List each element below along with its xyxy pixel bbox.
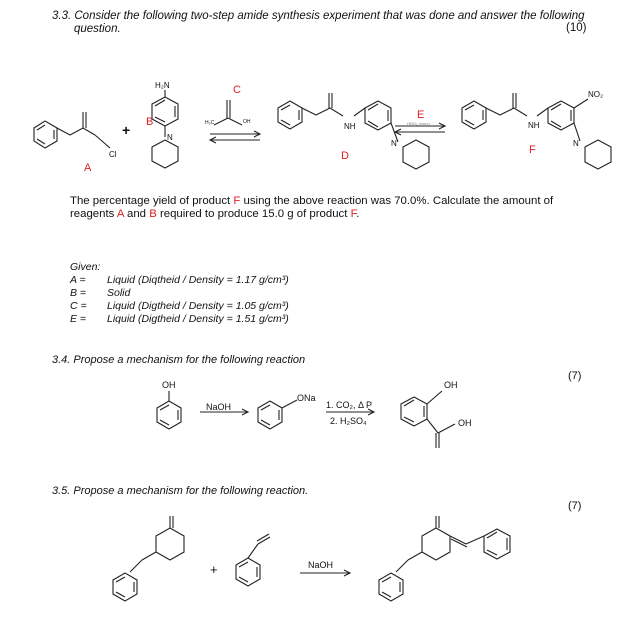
n-atom-b: N (167, 133, 173, 142)
yield-paragraph-line1 (70, 195, 553, 208)
paragraph-text: . (356, 208, 360, 220)
chain-a (57, 128, 95, 135)
naoh-reagent-34: NaOH (206, 402, 232, 412)
cl-atom: Cl (109, 150, 117, 159)
condition-step-1: 1. CO₂, Δ P (326, 400, 373, 410)
e-reagent: HNO₃ (conc) (407, 121, 430, 126)
oh-label-acid: OH (458, 418, 472, 428)
cyclohexanone-ring-1 (156, 528, 184, 560)
product-f-ref: F (350, 208, 357, 220)
piperidine-ring-f (585, 140, 611, 169)
q33-text-line2: question. (74, 23, 121, 35)
n-atom-d: N (391, 139, 397, 148)
condition-step-2: 2. H₂SO₄ (330, 416, 367, 426)
benzene-ring-d2 (365, 101, 391, 130)
given-value-e: Liquid (Digtheid / Density = 1.51 g/cm³) (107, 313, 289, 325)
product-f-ref: F (233, 195, 241, 207)
paragraph-text: using the above reaction was 70.0%. Calculate the amount of (240, 195, 554, 207)
q33-marks: (10) (566, 22, 587, 34)
label-d: D (341, 150, 349, 162)
product-ring-35 (422, 528, 450, 560)
oh-label-phenol: OH (162, 380, 176, 390)
given-value-a: Liquid (Diqtheid / Density = 1.17 g/cm³) (107, 274, 289, 286)
reagent-b-ref: B (149, 208, 157, 220)
paragraph-text: required to produce 15.0 g of product (156, 208, 351, 220)
given-key-e: E = (70, 313, 87, 325)
given-key-b: B = (70, 287, 87, 299)
h2n-atom: H₂N (155, 81, 170, 90)
plus-sign-1: + (122, 122, 131, 138)
nh-atom-d: NH (344, 122, 356, 131)
q35-title: 3.5. Propose a mechanism for the following reaction. (52, 485, 309, 497)
paragraph-text: and (123, 208, 150, 220)
no2-group: NO₂ (588, 90, 604, 99)
q34-marks: (7) (568, 370, 582, 382)
q33-text-line1: 3.3. Consider the following two-step amide synthesis experiment that was done and answer the following (52, 10, 585, 22)
given-title: Given: (70, 261, 101, 273)
given-key-a: A = (70, 274, 86, 286)
benzene-ring-f2 (548, 101, 574, 130)
label-f: F (529, 144, 536, 156)
piperidine-ring-b (152, 140, 178, 168)
h3c-group: H₃C (205, 120, 215, 126)
given-value-c: Liquid (Digtheid / Density = 1.05 g/cm³) (107, 300, 289, 312)
oh-label-top: OH (444, 380, 458, 390)
n-atom-f: N (573, 139, 579, 148)
given-value-b: Solid (107, 287, 131, 299)
ona-label: ONa (297, 393, 316, 403)
label-e: E (417, 109, 425, 121)
label-c: C (233, 84, 241, 96)
piperidine-ring-d (403, 140, 429, 169)
q35-marks: (7) (568, 500, 582, 512)
paragraph-text: reagents (70, 208, 117, 220)
plus-sign-2: + (210, 562, 218, 577)
reagent-a-ref: A (116, 208, 124, 220)
label-a: A (84, 162, 92, 174)
paragraph-text: The percentage yield of product (70, 195, 234, 207)
oh-group-c: OH (243, 119, 251, 125)
given-key-c: C = (70, 300, 87, 312)
q34-title: 3.4. Propose a mechanism for the following reaction (52, 354, 306, 366)
yield-paragraph-line2 (70, 208, 359, 221)
nh-atom-f: NH (528, 121, 540, 130)
naoh-reagent-35: NaOH (308, 560, 334, 570)
label-b: B (146, 116, 154, 128)
